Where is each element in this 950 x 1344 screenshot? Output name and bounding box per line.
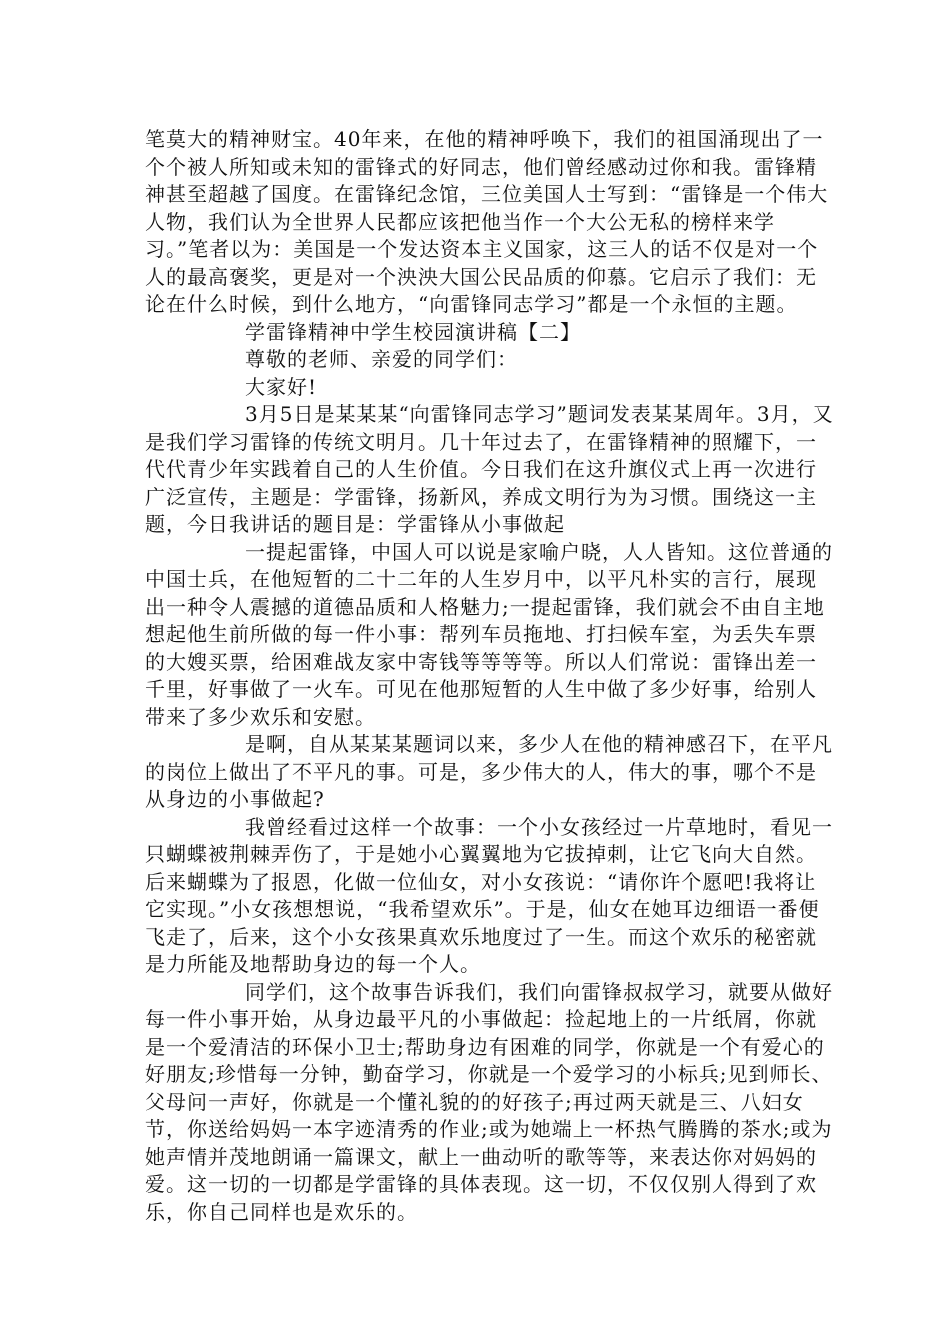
paragraph-intro: 3月5日是某某某“向雷锋同志学习”题词发表某某周年。3月，又是我们学习雷锋的传统文明月。几十年过去了，在雷锋精神的照耀下，一代代青少年实践着自己的人生价值。今日我们在这升旗仪式上再一次进行广泛宣传，主题是：学雷锋，扬新风，养成文明行为为习惯。围绕这一主题，今日我讲话的题目是：学雷锋从小事做起 xyxy=(145,402,834,536)
section-heading: 学雷锋精神中学生校园演讲稿【二】 xyxy=(245,319,581,344)
salutation: 尊敬的老师、亲爱的同学们： xyxy=(245,347,518,371)
paragraph-lei-feng-deeds: 一提起雷锋，中国人可以说是家喻户晓，人人皆知。这位普通的中国士兵，在他短暂的二十二年的人生岁月中，以平凡朴实的言行，展现出一种令人震撼的道德品质和人格魅力;一提起雷锋，我们就会不由自主地想起他生前所做的每一件小事：帮列车员拖地、打扫候车室，为丢失车票的大嫂买票，给困难战友家中寄钱等等等等。所以人们常说：雷锋出差一千里，好事做了一火车。可见在他那短暂的人生中做了多少好事，给别人带来了多少欢乐和安慰。 xyxy=(145,539,833,729)
paragraph-small-things: 是啊，自从某某某题词以来，多少人在他的精神感召下，在平凡的岗位上做出了不平凡的事。可是，多少伟大的人，伟大的事，哪个不是从身边的小事做起? xyxy=(145,732,833,811)
document-body xyxy=(145,126,835,1226)
paragraph-conclusion: 同学们，这个故事告诉我们，我们向雷锋叔叔学习，就要从做好每一件小事开始，从身边最平凡的小事做起：捡起地上的一片纸屑，你就是一个爱清洁的环保小卫士;帮助身边有困难的同学，你就是一个有爱心的好朋友;珍惜每一分钟，勤奋学习，你就是一个爱学习的小标兵;见到师长、父母问一声好，你就是一个懂礼貌的的好孩子;再过两天就是三、八妇女节，你送给妈妈一本字迹清秀的作业;或为她端上一杯热气腾腾的茶水;或为她声情并茂地朗诵一篇课文，献上一曲动听的歌等等，来表达你对妈妈的爱。这一切的一切都是学雷锋的具体表现。这一切，不仅仅别人得到了欢乐，你自己同样也是欢乐的。 xyxy=(145,979,833,1224)
greeting: 大家好! xyxy=(245,374,318,399)
paragraph-legacy-of-lei-feng: 笔莫大的精神财宝。40年来，在他的精神呼唤下，我们的祖国涌现出了一个个被人所知或未知的雷锋式的好同志，他们曾经感动过你和我。雷锋精神甚至超越了国度。在雷锋纪念馆，三位美国人士写到：“雷锋是一个伟大人物，我们认为全世界人民都应该把他当作一个大公无私的榜样来学习。”笔者以为：美国是一个发达资本主义国家，这三人的话不仅是对一个人的最高褒奖，更是对一个泱泱大国公民品质的仰慕。它启示了我们：无论在什么时候，到什么地方，“向雷锋同志学习”都是一个永恒的主题。 xyxy=(145,127,829,316)
paragraph-butterfly-story: 我曾经看过这样一个故事：一个小女孩经过一片草地时，看见一只蝴蝶被荆棘弄伤了，于是她小心翼翼地为它拔掉刺，让它飞向大自然。后来蝴蝶为了报恩，化做一位仙女，对小女孩说：“请你许个愿吧!我将让它实现。”小女孩想想说，“我希望欢乐”。于是，仙女在她耳边细语一番便飞走了，后来，这个小女孩果真欢乐地度过了一生。而这个欢乐的秘密就是力所能及地帮助身边的每一个人。 xyxy=(145,814,833,976)
